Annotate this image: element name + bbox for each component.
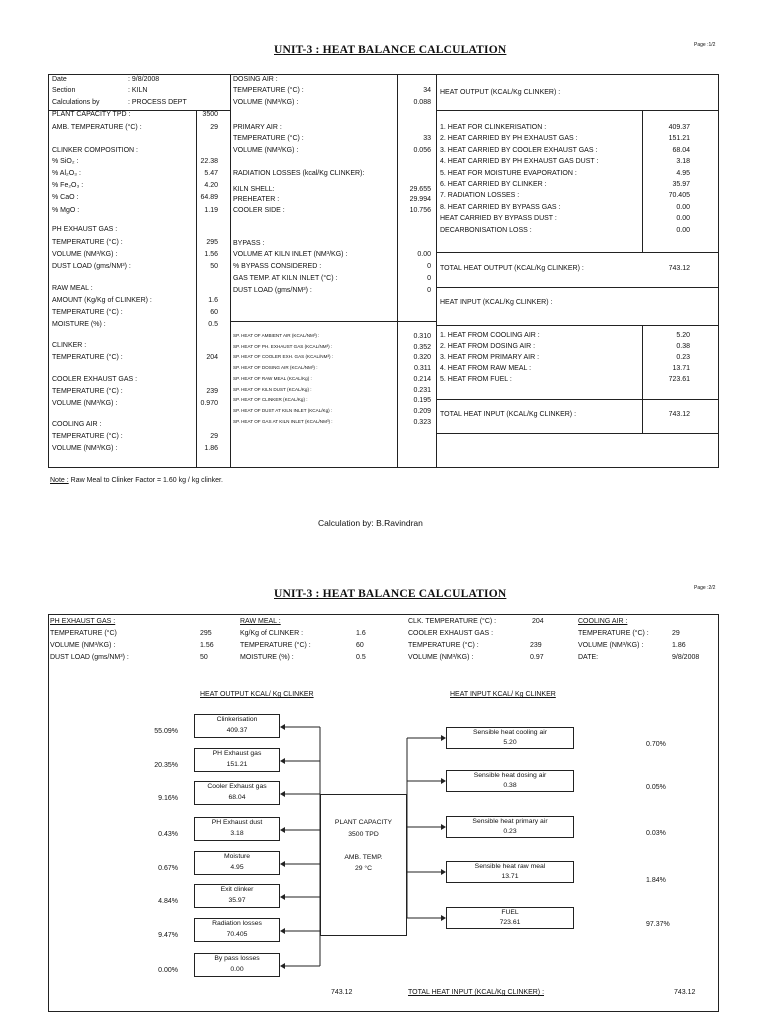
param-label: VOLUME (NM³/KG) : <box>52 400 118 407</box>
heat-output-value: 68.04 <box>672 146 690 154</box>
param-value: 34 <box>423 87 431 94</box>
param-label: AMOUNT (Kg/Kg of CLINKER) : <box>52 297 152 304</box>
output-box <box>194 748 280 772</box>
page1-page-number: Page :1/2 <box>694 42 716 48</box>
param-value: 0 <box>427 263 431 270</box>
param-label: COOLER SIDE : <box>233 207 285 214</box>
param-label: DOSING AIR : <box>233 76 278 83</box>
param-label: TEMPERATURE (°C) : <box>52 433 123 440</box>
param-value: 0.088 <box>413 99 431 106</box>
header-param-label: DUST LOAD (gms/NM³) : <box>50 654 129 661</box>
param-label: PLANT CAPACITY TPD : <box>52 111 131 118</box>
heat-output-item: 7. RADIATION LOSSES : <box>440 192 520 200</box>
header-param-value: 1.56 <box>200 642 214 649</box>
header-param-value: 60 <box>356 642 364 649</box>
param-label: TEMPERATURE (°C) : <box>52 354 123 361</box>
heat-input-item: 1. HEAT FROM COOLING AIR : <box>440 332 540 339</box>
specific-heat-label: SP. HEAT OF DUST AT KILN INLET (KCAL/Kg) : <box>233 407 333 413</box>
total-input-bottom-value: 743.12 <box>674 989 696 996</box>
specific-heat-label: SP. HEAT OF AMBIENT AIR (KCAL/NM³) : <box>233 333 320 338</box>
param-label: PREHEATER : <box>233 196 280 203</box>
heat-input-heading: HEAT INPUT KCAL/ Kg CLINKER <box>450 691 556 698</box>
output-value: 151.21 <box>226 761 248 768</box>
param-label: COOLING AIR : <box>52 421 102 428</box>
input-box <box>446 770 574 792</box>
input-label: FUEL <box>501 909 519 916</box>
output-box <box>194 817 280 841</box>
heat-input-value: 13.71 <box>672 365 690 372</box>
date-value: : 9/8/2008 <box>128 76 160 83</box>
output-value: 3.18 <box>230 830 244 837</box>
page2-title: UNIT-3 : HEAT BALANCE CALCULATION <box>274 588 507 600</box>
section-label: Section <box>52 87 76 94</box>
output-value: 35.97 <box>228 897 246 904</box>
header-group-value: 204 <box>532 618 544 625</box>
heat-input-title: HEAT INPUT (KCAL/Kg CLINKER) : <box>440 299 553 306</box>
header-group-title: RAW MEAL : <box>240 618 281 625</box>
output-box <box>194 953 280 977</box>
param-label: DUST LOAD (gms/NM³) : <box>233 287 312 294</box>
heat-input-value: 5.20 <box>676 332 690 339</box>
param-value: 64.89 <box>200 194 218 201</box>
output-value: 409.37 <box>226 727 248 734</box>
input-percent: 0.70% <box>646 741 666 748</box>
ambient-temp-label: AMB. TEMP. <box>344 854 383 861</box>
heat-output-value: 151.21 <box>668 135 690 143</box>
param-value: 29 <box>210 124 218 131</box>
input-value: 5.20 <box>503 739 517 746</box>
header-group-title: PH EXHAUST GAS : <box>50 618 116 625</box>
output-label: Cooler Exhaust gas <box>207 783 267 790</box>
input-percent: 1.84% <box>646 877 666 884</box>
heat-input-value: 0.38 <box>676 343 690 350</box>
header-param-value: 0.5 <box>356 654 366 661</box>
param-label: VOLUME (NM³/KG) : <box>233 147 299 154</box>
output-box <box>194 851 280 875</box>
output-label: PH Exhaust gas <box>212 750 262 757</box>
param-label: GAS TEMP. AT KILN INLET (°C) : <box>233 275 338 282</box>
total-heat-input-label: TOTAL HEAT INPUT (KCAL/Kg CLINKER) : <box>440 411 577 418</box>
heat-output-value: 70.405 <box>668 192 690 200</box>
header-param-label: VOLUME (NM³/KG) : <box>50 642 116 649</box>
arrow-head <box>280 894 285 900</box>
input-box <box>446 816 574 838</box>
input-value: 0.23 <box>503 828 517 835</box>
param-label: VOLUME (NM³/KG) : <box>233 99 299 106</box>
arrow-head <box>280 758 285 764</box>
param-label: VOLUME AT KILN INLET (NM³/KG) : <box>233 251 348 258</box>
output-box <box>194 884 280 908</box>
header-param-label: TEMPERATURE (°C) : <box>240 642 311 649</box>
total-output-bottom: 743.12 <box>331 989 353 996</box>
specific-heat-label: SP. HEAT OF GAS AT KILN INLET (KCAL/NM³) : <box>233 418 333 424</box>
heat-input-value: 0.23 <box>676 354 690 361</box>
page1-title: UNIT-3 : HEAT BALANCE CALCULATION <box>274 44 507 56</box>
header-param-label: DATE: <box>578 654 599 661</box>
param-label: TEMPERATURE (°C) : <box>52 309 123 316</box>
heat-output-value: 0.00 <box>676 226 690 234</box>
param-label: CLINKER COMPOSITION : <box>52 147 138 154</box>
header-param-label: TEMPERATURE (°C) : <box>408 642 479 649</box>
output-label: Exit clinker <box>220 886 254 893</box>
output-percent: 20.35% <box>154 762 178 769</box>
param-value: 50 <box>210 263 218 270</box>
output-label: Radiation losses <box>212 920 262 927</box>
header-param-label: MOISTURE (%) : <box>240 654 294 661</box>
param-value: 204 <box>206 354 218 361</box>
heat-output-item: 3. HEAT CARRIED BY COOLER EXHAUST GAS : <box>440 146 598 154</box>
param-value: 0.00 <box>417 251 431 258</box>
param-label: % CaO : <box>52 194 79 201</box>
header-param-value: 1.86 <box>672 642 686 649</box>
heat-output-item: 5. HEAT FOR MOISTURE EVAPORATION : <box>440 169 577 177</box>
output-label: PH Exhaust dust <box>211 819 263 826</box>
header-group-title: CLK. TEMPERATURE (°C) : <box>408 618 497 625</box>
specific-heat-label: SP. HEAT OF RAW MEAL (KCAL/Kg) : <box>233 375 312 381</box>
param-label: RAW MEAL : <box>52 285 93 292</box>
param-value: 0.970 <box>200 400 218 407</box>
input-percent: 0.03% <box>646 830 666 837</box>
total-input-bottom-label: TOTAL HEAT INPUT (KCAL/Kg CLINKER) : <box>408 989 545 996</box>
param-label: VOLUME (NM³/KG) : <box>52 445 118 452</box>
param-value: 0 <box>427 275 431 282</box>
output-percent: 0.00% <box>158 967 178 974</box>
input-percent: 97.37% <box>646 921 670 928</box>
output-value: 70.405 <box>226 931 248 938</box>
input-label: Sensible heat dosing air <box>473 772 547 779</box>
input-label: Sensible heat cooling air <box>472 729 548 736</box>
heat-output-heading: HEAT OUTPUT KCAL/ Kg CLINKER <box>200 691 314 698</box>
header-param-label: TEMPERATURE (°C) <box>50 630 117 637</box>
page2-page-number: Page :2/2 <box>694 585 716 591</box>
heat-output-item: 6. HEAT CARRIED BY CLINKER : <box>440 181 547 188</box>
specific-heat-value: 0.311 <box>414 365 431 373</box>
param-value: 0.056 <box>413 147 431 154</box>
output-box <box>194 918 280 942</box>
param-label: % Al₂O₃ : <box>52 170 81 177</box>
arrow-head <box>280 724 285 730</box>
calculations-by-value: : PROCESS DEPT <box>128 99 187 106</box>
param-value: 3500 <box>202 111 218 118</box>
param-value: 1.6 <box>208 297 218 304</box>
param-label: PH EXHAUST GAS : <box>52 226 118 233</box>
param-label: VOLUME (NM³/KG) : <box>52 251 118 258</box>
specific-heat-label: SP. HEAT OF PH. EXHAUST GAS (KCAL/NM³) : <box>233 343 333 349</box>
param-value: 29.655 <box>409 186 431 193</box>
ambient-temp-value: 29 °C <box>354 865 373 872</box>
heat-output-title: HEAT OUTPUT (KCAL/Kg CLINKER) : <box>440 89 561 96</box>
note-text: Raw Meal to Clinker Factor = 1.60 kg / kg clinker. <box>68 477 223 484</box>
param-label: CLINKER : <box>52 342 87 349</box>
output-box <box>194 781 280 805</box>
specific-heat-value: 0.214 <box>413 375 431 383</box>
param-label: DUST LOAD (gms/NM³) : <box>52 263 131 270</box>
calculations-by-label: Calculations by <box>52 99 100 106</box>
heat-input-item: 2. HEAT FROM DOSING AIR : <box>440 343 536 350</box>
param-value: 295 <box>206 239 218 246</box>
heat-output-item: 1. HEAT FOR CLINKERISATION : <box>440 124 547 131</box>
input-box <box>446 861 574 883</box>
output-percent: 0.67% <box>158 865 178 872</box>
heat-output-item: DECARBONISATION LOSS : <box>440 226 532 234</box>
param-label: TEMPERATURE (°C) : <box>233 87 304 94</box>
heat-input-item: 5. HEAT FROM FUEL : <box>440 376 512 383</box>
input-box <box>446 727 574 749</box>
heat-output-value: 0.00 <box>676 203 690 211</box>
param-value: 1.86 <box>204 445 218 452</box>
arrow-head <box>280 791 285 797</box>
total-heat-output-label: TOTAL HEAT OUTPUT (KCAL/Kg CLINKER) : <box>440 265 584 272</box>
param-label: COOLER EXHAUST GAS : <box>52 376 138 383</box>
output-percent: 0.43% <box>158 831 178 838</box>
output-value: 4.95 <box>230 864 244 871</box>
output-label: Moisture <box>223 853 251 860</box>
param-label: TEMPERATURE (°C) : <box>52 239 123 246</box>
heat-output-value: 3.18 <box>676 158 690 166</box>
arrow-head <box>280 928 285 934</box>
header-param-label: VOLUME (NM³/KG) : <box>408 654 474 661</box>
plant-center-box <box>320 794 407 936</box>
heat-input-value: 723.61 <box>668 376 690 383</box>
param-label: TEMPERATURE (°C) : <box>233 135 304 142</box>
arrow-head <box>280 861 285 867</box>
param-value: 22.38 <box>200 158 218 165</box>
specific-heat-label: SP. HEAT OF CLINKER (KCAL/Kg) : <box>233 397 308 403</box>
param-label: % Fe₂O₃ : <box>52 182 84 189</box>
output-value: 68.04 <box>228 794 246 801</box>
param-label: % BYPASS CONSIDERED : <box>233 263 322 270</box>
output-percent: 4.84% <box>158 898 178 905</box>
param-value: 29 <box>210 433 218 440</box>
section-value: : KILN <box>128 87 148 94</box>
specific-heat-value: 0.195 <box>413 397 431 405</box>
param-value: 1.19 <box>204 207 218 214</box>
param-value: 4.20 <box>204 182 218 189</box>
header-param-label: VOLUME (NM³/KG) : <box>578 642 644 649</box>
total-heat-input-value: 743.12 <box>668 411 690 418</box>
input-label: Sensible heat raw meal <box>474 863 546 870</box>
total-heat-output-value: 743.12 <box>668 265 690 272</box>
output-label: Clinkerisation <box>216 716 258 723</box>
arrow-head <box>280 827 285 833</box>
heat-output-item: 2. HEAT CARRIED BY PH EXHAUST GAS : <box>440 135 578 143</box>
heat-output-value: 0.00 <box>676 215 690 223</box>
param-label: % MgO : <box>52 207 80 214</box>
input-value: 723.61 <box>499 919 521 926</box>
header-group-title: COOLING AIR : <box>578 618 628 625</box>
specific-heat-label: SP. HEAT OF COOLER EXH. GAS (KCAL/NM³) : <box>233 354 334 360</box>
specific-heat-value: 0.320 <box>413 354 431 362</box>
param-value: 239 <box>206 388 218 395</box>
input-box <box>446 907 574 929</box>
output-percent: 9.47% <box>158 932 178 939</box>
specific-heat-value: 0.323 <box>413 418 431 426</box>
param-label: KILN SHELL: <box>233 186 275 193</box>
header-param-label: TEMPERATURE (°C) : <box>578 630 649 637</box>
heat-output-value: 409.37 <box>668 124 690 131</box>
note-label: Note : <box>50 477 69 484</box>
output-percent: 9.16% <box>158 795 178 802</box>
heat-input-item: 3. HEAT FROM PRIMARY AIR : <box>440 354 540 361</box>
header-param-value: 239 <box>530 642 542 649</box>
output-value: 0.00 <box>230 966 244 973</box>
param-label: AMB. TEMPERATURE (°C) : <box>52 124 142 131</box>
header-param-value: 1.6 <box>356 630 366 637</box>
header-param-label: COOLER EXHAUST GAS : <box>408 630 494 637</box>
output-box <box>194 714 280 738</box>
header-param-value: 295 <box>200 630 212 637</box>
heat-output-item: 8. HEAT CARRIED BY BYPASS GAS : <box>440 203 561 211</box>
header-param-value: 50 <box>200 654 208 661</box>
param-value: 33 <box>423 135 431 142</box>
param-label: MOISTURE (%) : <box>52 321 106 328</box>
specific-heat-value: 0.209 <box>413 407 431 415</box>
param-value: 0.5 <box>208 321 218 328</box>
input-value: 0.38 <box>503 782 517 789</box>
output-label: By pass losses <box>214 955 260 962</box>
header-param-value: 0.97 <box>530 654 544 661</box>
specific-heat-label: SP. HEAT OF DOSING AIR (KCAL/NM³) : <box>233 365 318 371</box>
param-label: RADIATION LOSSES (kcal/Kg CLINKER): <box>233 170 365 177</box>
param-label: BYPASS : <box>233 240 265 247</box>
heat-input-item: 4. HEAT FROM RAW MEAL : <box>440 365 532 372</box>
header-param-value: 9/8/2008 <box>672 654 700 661</box>
header-param-value: 29 <box>672 630 680 637</box>
specific-heat-value: 0.310 <box>413 333 431 340</box>
specific-heat-value: 0.352 <box>413 343 431 351</box>
header-param-label: Kg/Kg of CLINKER : <box>240 630 304 637</box>
input-value: 13.71 <box>501 873 519 880</box>
heat-output-item: HEAT CARRIED BY BYPASS DUST : <box>440 215 557 223</box>
heat-output-value: 35.97 <box>672 181 690 188</box>
heat-output-value: 4.95 <box>676 169 690 177</box>
param-label: % SiO₂ : <box>52 158 79 165</box>
param-label: PRIMARY AIR : <box>233 124 282 131</box>
param-value: 0 <box>427 287 431 294</box>
param-value: 5.47 <box>204 170 218 177</box>
plant-capacity-value: 3500 TPD <box>348 831 379 838</box>
specific-heat-value: 0.231 <box>413 386 431 394</box>
param-value: 60 <box>210 309 218 316</box>
param-value: 10.756 <box>409 207 431 214</box>
input-percent: 0.05% <box>646 784 666 791</box>
date-label: Date <box>52 76 67 83</box>
arrow-head <box>280 963 285 969</box>
heat-output-item: 4. HEAT CARRIED BY PH EXHAUST GAS DUST : <box>440 158 599 166</box>
param-value: 29.994 <box>409 196 431 203</box>
specific-heat-label: SP. HEAT OF KILN DUST (KCAL/Kg) : <box>233 386 312 392</box>
calculated-by: Calculation by: B.Ravindran <box>318 518 423 528</box>
param-value: 1.56 <box>204 251 218 258</box>
input-label: Sensible heat primary air <box>472 818 548 825</box>
output-percent: 55.09% <box>154 728 178 735</box>
plant-capacity-label: PLANT CAPACITY <box>334 819 393 826</box>
param-label: TEMPERATURE (°C) : <box>52 388 123 395</box>
